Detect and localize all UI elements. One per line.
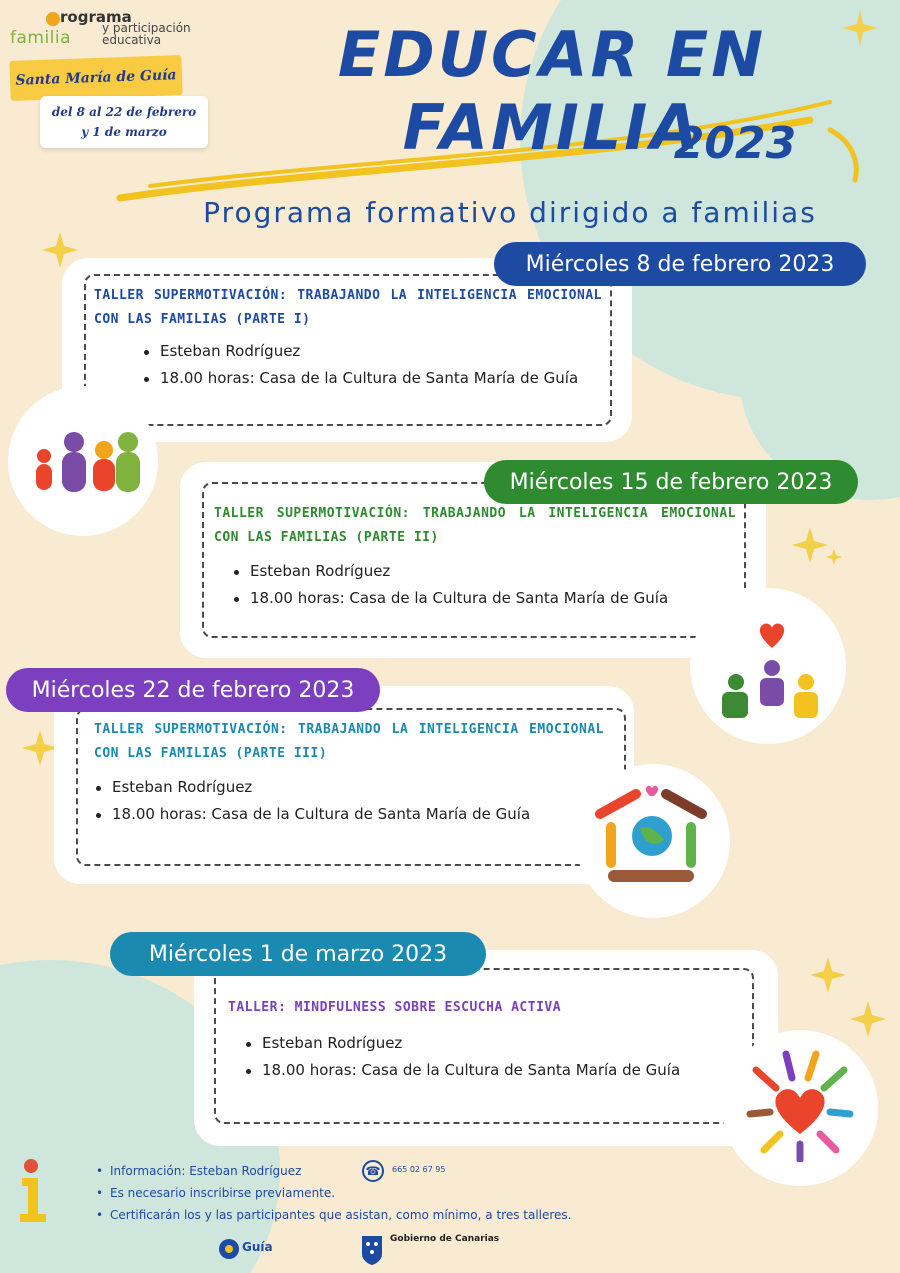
session-time-place: 18.00 horas: Casa de la Cultura de Santa María de Guía <box>142 365 602 392</box>
dates-tag <box>40 96 208 148</box>
dates-line: del 8 al 22 de febrero <box>51 105 197 119</box>
footer-info-item: • Certificarán los y las participantes que asistan, como mínimo, a tres talleres. <box>96 1204 616 1226</box>
guia-logo-text: Guía <box>242 1240 273 1254</box>
session-time-place: 18.00 horas: Casa de la Cultura de Santa María de Guía <box>244 1057 744 1084</box>
logo-subtext-line: y participación <box>102 21 191 35</box>
session-time-place: 18.00 horas: Casa de la Cultura de Santa María de Guía <box>232 585 732 612</box>
gobierno-logo-text: Gobierno de Canarias <box>390 1234 500 1244</box>
session-speaker: Esteban Rodríguez <box>142 338 602 365</box>
session-details <box>244 1030 744 1084</box>
session-date-pill: Miércoles 1 de marzo 2023 <box>110 932 486 976</box>
sparkle-icon <box>808 955 888 1045</box>
sparkle-icon <box>840 8 880 48</box>
info-icon <box>16 1158 50 1224</box>
session-taller-title: TALLER SUPERMOTIVACIÓN: TRABAJANDO LA INTELIGENCIA EMOCIONAL CON LAS FAMILIAS (PARTE III) <box>94 722 604 761</box>
session-details <box>94 774 564 828</box>
hands-globe-icon <box>592 782 710 892</box>
session-details <box>142 338 602 392</box>
canarias-crest-icon <box>360 1232 384 1266</box>
footer-info-item: • Es necesario inscribirse previamente. <box>96 1182 616 1204</box>
family-figures-icon <box>30 420 142 500</box>
dates-line: y 1 de marzo <box>81 125 167 139</box>
logo-subtext <box>102 22 191 46</box>
logo-circle-icon <box>46 12 60 26</box>
session-date-pill: Miércoles 15 de febrero 2023 <box>484 460 858 504</box>
programa-familia-logo <box>10 6 210 50</box>
phone-icon: ☎ <box>362 1160 384 1182</box>
session-taller-title: TALLER SUPERMOTIVACIÓN: TRABAJANDO LA INTELIGENCIA EMOCIONAL CON LAS FAMILIAS (PARTE I) <box>94 288 602 327</box>
session-speaker: Esteban Rodríguez <box>94 774 564 801</box>
footer-info-item: • Información: Esteban Rodríguez <box>96 1160 616 1182</box>
session-date-pill: Miércoles 8 de febrero 2023 <box>494 242 866 286</box>
phone-number[interactable]: 665 02 67 95 <box>392 1165 446 1174</box>
place-tag: Santa María de Guía <box>9 55 182 101</box>
session-speaker: Esteban Rodríguez <box>244 1030 744 1057</box>
session-taller-title: TALLER: MINDFULNESS SOBRE ESCUCHA ACTIVA <box>228 1000 562 1015</box>
page-year: 2023 <box>673 118 797 169</box>
sparkle-icon <box>790 525 850 575</box>
logo-text: rograma <box>60 8 132 26</box>
session-details <box>232 558 732 612</box>
session-time-place: 18.00 horas: Casa de la Cultura de Santa María de Guía <box>94 801 564 828</box>
guia-logo <box>218 1236 288 1264</box>
page-subtitle: Programa formativo dirigido a familias <box>203 196 817 229</box>
guia-crest-icon <box>218 1238 240 1260</box>
footer-info-list <box>96 1160 616 1226</box>
people-heart-icon <box>718 618 822 722</box>
gobierno-canarias-logo <box>360 1230 510 1270</box>
session-date-pill: Miércoles 22 de febrero 2023 <box>6 668 380 712</box>
hands-heart-icon <box>746 1050 854 1162</box>
session-speaker: Esteban Rodríguez <box>232 558 732 585</box>
page-title: EDUCAR EN FAMILIA <box>337 18 767 164</box>
session-taller-title: TALLER SUPERMOTIVACIÓN: TRABAJANDO LA INTELIGENCIA EMOCIONAL CON LAS FAMILIAS (PARTE II) <box>214 506 736 545</box>
logo-text: familia <box>10 28 72 48</box>
logo-subtext-line: educativa <box>102 33 162 47</box>
